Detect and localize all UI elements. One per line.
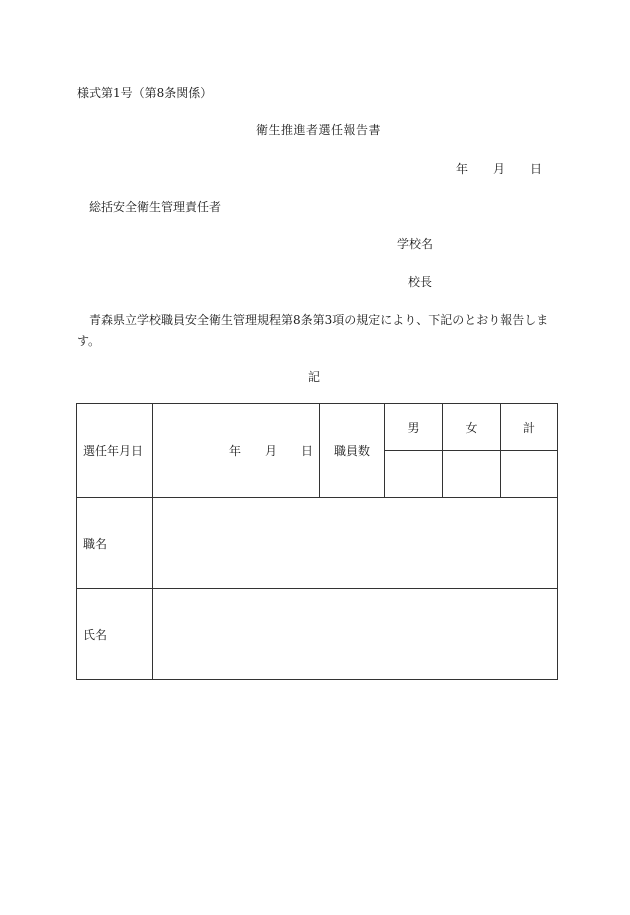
body-text: 青森県立学校職員安全衛生管理規程第8条第3項の規定により、下記のとおり報告します。 xyxy=(77,313,549,348)
addressee: 総括安全衛生管理責任者 xyxy=(89,200,222,214)
appointment-date-label: 選任年月日 xyxy=(77,404,153,498)
ki-heading: 記 xyxy=(308,370,321,384)
report-date-year: 年 xyxy=(456,162,469,176)
female-count-field[interactable] xyxy=(443,451,501,498)
appointment-date-field[interactable] xyxy=(153,404,320,498)
report-date-day: 日 xyxy=(530,162,543,176)
staff-count-label: 職員数 xyxy=(320,404,385,498)
total-label: 計 xyxy=(501,404,558,451)
position-label: 職名 xyxy=(77,498,153,589)
form-number: 様式第1号（第8条関係） xyxy=(77,86,213,100)
total-count-field[interactable] xyxy=(501,451,558,498)
appointment-date-month: 月 xyxy=(264,444,277,458)
male-label: 男 xyxy=(385,404,443,451)
appointment-date-year: 年 xyxy=(228,444,241,458)
female-label: 女 xyxy=(443,404,501,451)
document-title: 衛生推進者選任報告書 xyxy=(256,123,382,137)
report-table xyxy=(76,403,558,680)
appointment-date-day: 日 xyxy=(300,444,313,458)
name-field[interactable] xyxy=(153,589,558,680)
position-field[interactable] xyxy=(153,498,558,589)
report-date xyxy=(456,160,542,177)
school-name-label: 学校名 xyxy=(397,237,434,251)
principal-label: 校長 xyxy=(408,275,433,289)
name-label: 氏名 xyxy=(77,589,153,680)
report-date-month: 月 xyxy=(493,162,506,176)
male-count-field[interactable] xyxy=(385,451,443,498)
